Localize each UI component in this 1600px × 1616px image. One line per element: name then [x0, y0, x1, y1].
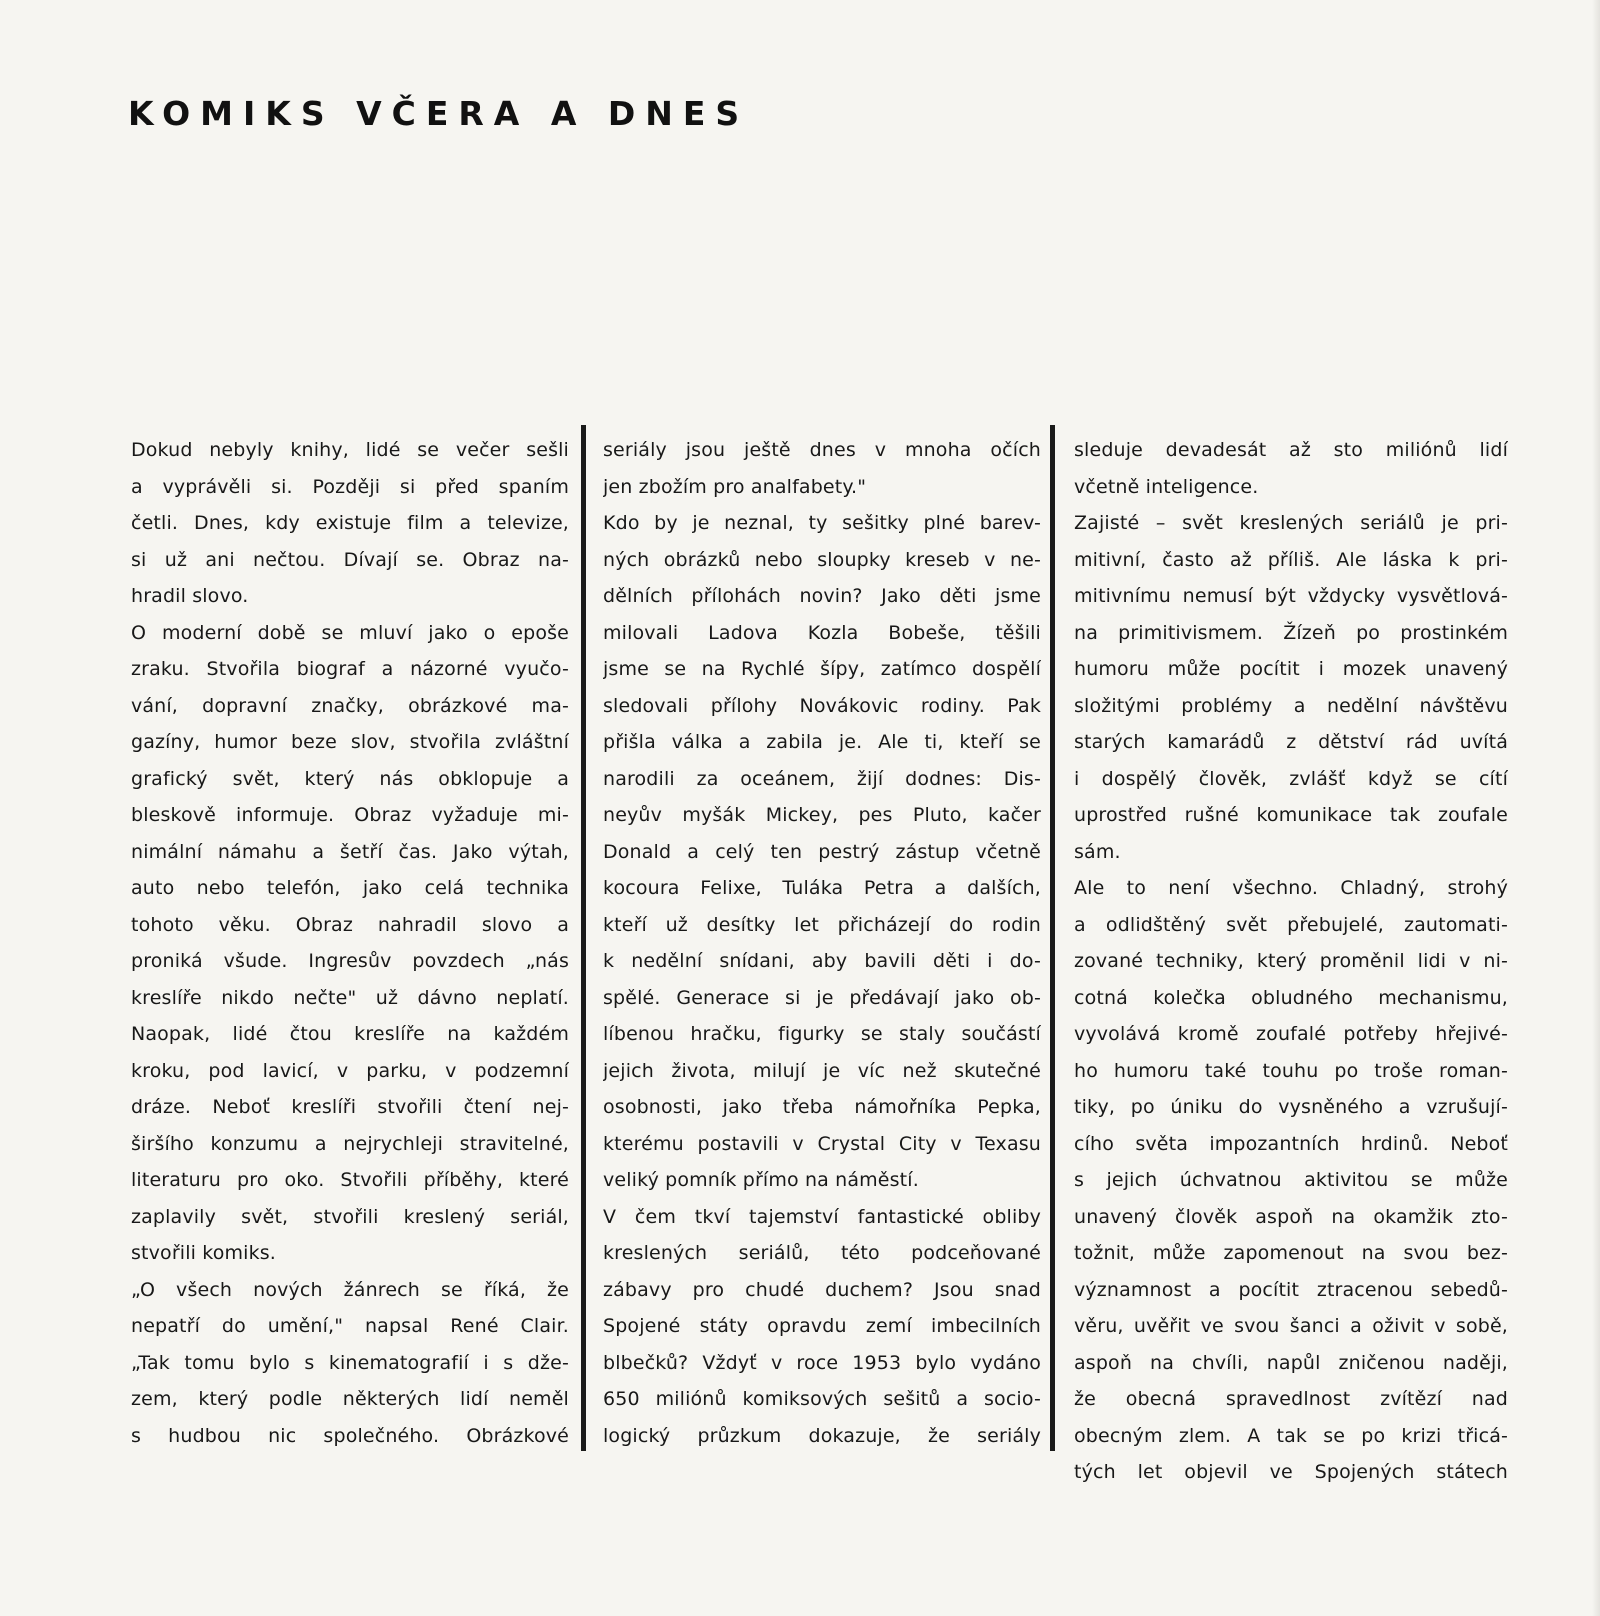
text-line: přišla válka a zabila je. Ale ti, kteří se	[603, 731, 1041, 753]
text-line: cotná kolečka obludného mechanismu,	[1074, 986, 1508, 1009]
text-line: zem, který podle některých lidí neměl	[131, 1388, 569, 1410]
text-line: složitými problémy a nedělní návštěvu	[1074, 694, 1508, 717]
text-line: „Tak tomu bylo s kinematografií i s dže-	[131, 1351, 569, 1374]
text-line: milovali Ladova Kozla Bobeše, těšili	[603, 621, 1041, 644]
page-edge-shadow	[1592, 0, 1600, 1616]
text-line: kocoura Felixe, Tuláka Petra a dalších,	[603, 877, 1041, 899]
text-line: proniká všude. Ingresův povzdech „nás	[131, 950, 569, 972]
text-line: sleduje devadesát až sto miliónů lidí	[1074, 439, 1508, 461]
page-title: KOMIKS VČERA A DNES	[128, 94, 750, 133]
text-line: kreslíře nikdo nečte" už dávno neplatí.	[131, 986, 569, 1009]
text-line: Kdo by je neznal, ty sešitky plné barev-	[603, 512, 1041, 534]
text-line: mitivní, často až příliš. Ale láska k pri-	[1074, 548, 1508, 571]
text-column-2	[603, 432, 1041, 1454]
text-line: Donald a celý ten pestrý zástup včetně	[603, 840, 1041, 863]
text-line: četli. Dnes, kdy existuje film a televize,	[131, 512, 569, 534]
text-line: blbečků? Vždyť v roce 1953 bylo vydáno	[603, 1351, 1041, 1374]
text-line: zaplavily svět, stvořili kreslený seriál,	[131, 1205, 569, 1228]
text-line: že obecná spravedlnost zvítězí nad	[1074, 1388, 1508, 1410]
text-line: osobnosti, jako třeba námořníka Pepka,	[603, 1096, 1041, 1118]
text-line: a odlidštěný svět přebujelé, zautomati-	[1074, 913, 1508, 936]
text-line: unavený člověk aspoň na okamžik zto-	[1074, 1205, 1508, 1228]
text-line: veliký pomník přímo na náměstí.	[603, 1169, 919, 1191]
text-line: Naopak, lidé čtou kreslíře na každém	[131, 1023, 569, 1045]
text-line: zraku. Stvořila biograf a názorné vyučo-	[131, 658, 569, 680]
text-line: mitivnímu nemusí být vždycky vysvětlová-	[1074, 585, 1508, 607]
text-line: zované techniky, který proměnil lidi v ni-	[1074, 950, 1508, 972]
column-divider	[581, 425, 586, 1451]
text-line: jen zbožím pro analfabety."	[603, 475, 867, 498]
text-line: tožnit, může zapomenout na svou bez-	[1074, 1242, 1508, 1264]
text-line: grafický svět, který nás obklopuje a	[131, 767, 569, 790]
text-line: spělé. Generace si je předávají jako ob-	[603, 986, 1041, 1009]
text-line: dráze. Neboť kreslíři stvořili čtení nej-	[131, 1096, 569, 1118]
text-line: líbenou hračku, figurky se staly součástí	[603, 1023, 1041, 1045]
text-line: nimální námahu a šetří čas. Jako výtah,	[131, 840, 569, 863]
text-line: O moderní době se mluví jako o epoše	[131, 621, 569, 644]
text-line: na primitivismem. Žízeň po prostinkém	[1074, 621, 1508, 644]
text-line: vání, dopravní značky, obrázkové ma-	[131, 694, 569, 717]
text-line: významnost a pocítit ztracenou sebedů-	[1074, 1278, 1508, 1301]
text-line: starých kamarádů z dětství rád uvítá	[1074, 731, 1508, 753]
text-line: logický průzkum dokazuje, že seriály	[603, 1424, 1041, 1447]
text-line: literaturu pro oko. Stvořili příběhy, které	[131, 1169, 569, 1191]
text-line: tohoto věku. Obraz nahradil slovo a	[131, 913, 569, 936]
column-divider	[1050, 425, 1055, 1451]
text-line: Dokud nebyly knihy, lidé se večer sešli	[131, 439, 569, 461]
text-line: cího světa impozantních hrdinů. Neboť	[1074, 1132, 1508, 1155]
text-line: kroku, pod lavicí, v parku, v podzemní	[131, 1059, 569, 1082]
text-line: „O všech nových žánrech se říká, že	[131, 1278, 569, 1301]
text-line: tiky, po úniku do vysněného a vzrušují-	[1074, 1096, 1508, 1118]
text-line: seriály jsou ještě dnes v mnoha očích	[603, 439, 1041, 461]
text-line: k nedělní snídani, aby bavili děti i do-	[603, 950, 1041, 972]
text-line: tých let objevil ve Spojených státech	[1074, 1461, 1508, 1483]
text-line: auto nebo telefón, jako celá technika	[131, 877, 569, 899]
text-line: aspoň na chvíli, napůl zničenou naději,	[1074, 1351, 1508, 1374]
text-line: neyův myšák Mickey, pes Pluto, kačer	[603, 804, 1041, 826]
text-column-3	[1074, 432, 1508, 1491]
text-line: 650 miliónů komiksových sešitů a socio-	[603, 1388, 1041, 1410]
text-line: humoru může pocítit i mozek unavený	[1074, 658, 1508, 680]
text-line: hradil slovo.	[131, 585, 249, 607]
text-line: bleskově informuje. Obraz vyžaduje mi-	[131, 804, 569, 826]
text-line: ho humoru také touhu po troše roman-	[1074, 1059, 1508, 1082]
text-column-1	[131, 432, 569, 1454]
text-line: a vyprávěli si. Později si před spaním	[131, 475, 569, 498]
text-line: s jejich úchvatnou aktivitou se může	[1074, 1169, 1508, 1191]
text-line: sledovali přílohy Novákovic rodiny. Pak	[603, 694, 1041, 717]
text-line: Spojené státy opravdu zemí imbecilních	[603, 1315, 1041, 1337]
text-line: kreslených seriálů, této podceňované	[603, 1242, 1041, 1264]
text-line: stvořili komiks.	[131, 1242, 276, 1264]
text-line: Zajisté – svět kreslených seriálů je pri-	[1074, 512, 1508, 534]
text-line: dělních přílohách novin? Jako děti jsme	[603, 585, 1041, 607]
text-line: gazíny, humor beze slov, stvořila zvláštní	[131, 731, 569, 753]
text-line: zábavy pro chudé duchem? Jsou snad	[603, 1278, 1041, 1301]
text-line: kterému postavili v Crystal City v Texasu	[603, 1132, 1041, 1155]
text-line: včetně inteligence.	[1074, 475, 1259, 498]
text-line: narodili za oceánem, žijí dodnes: Dis-	[603, 767, 1041, 790]
text-line: nepatří do umění," napsal René Clair.	[131, 1315, 569, 1337]
text-line: si už ani nečtou. Dívají se. Obraz na-	[131, 548, 569, 571]
text-line: širšího konzumu a nejrychleji stravitelné,	[131, 1132, 569, 1155]
text-line: kteří už desítky let přicházejí do rodin	[603, 913, 1041, 936]
text-line: věru, uvěřit ve svou šanci a oživit v sobě,	[1074, 1315, 1508, 1337]
text-line: obecným zlem. A tak se po krizi třicá-	[1074, 1424, 1508, 1447]
text-line: s hudbou nic společného. Obrázkové	[131, 1424, 569, 1447]
text-line: sám.	[1074, 840, 1121, 863]
text-line: uprostřed rušné komunikace tak zoufale	[1074, 804, 1508, 826]
text-line: jejich života, milují je víc než skutečné	[603, 1059, 1041, 1082]
text-line: V čem tkví tajemství fantastické obliby	[603, 1205, 1041, 1228]
text-line: jsme se na Rychlé šípy, zatímco dospělí	[603, 658, 1041, 680]
text-line: i dospělý člověk, zvlášť když se cítí	[1074, 767, 1508, 790]
text-line: Ale to není všechno. Chladný, strohý	[1074, 877, 1508, 899]
text-line: vyvolává kromě zoufalé potřeby hřejivé-	[1074, 1023, 1508, 1045]
text-line: ných obrázků nebo sloupky kreseb v ne-	[603, 548, 1041, 571]
